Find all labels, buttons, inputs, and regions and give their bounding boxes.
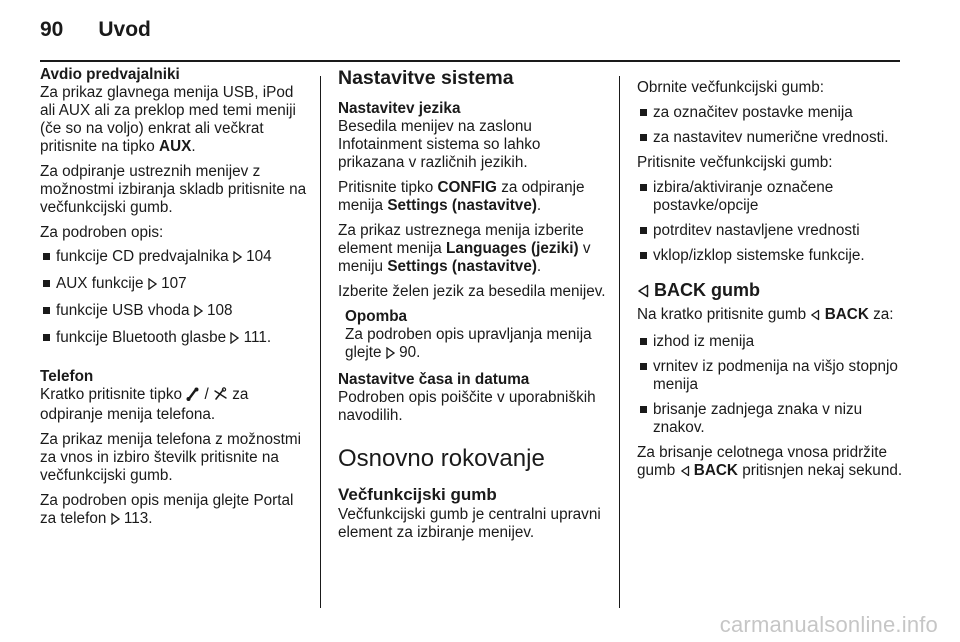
- paragraph: Na kratko pritisnite gumb BACK za:: [637, 306, 909, 326]
- key-config: CONFIG: [437, 179, 497, 196]
- heading-back-button: BACK gumb: [637, 279, 909, 303]
- paragraph: Kratko pritisnite tipko / za odpiranje menija telefona.: [40, 386, 249, 423]
- bullet-list: [637, 104, 909, 147]
- heading-system-settings: Nastavitve sistema: [338, 67, 514, 89]
- key-back: BACK: [824, 306, 869, 323]
- column-divider-2: [619, 76, 620, 608]
- header-rule: [40, 60, 900, 62]
- list-item: vrnitev iz podmenija na višjo stopnjo menija: [637, 358, 909, 394]
- list-item: funkcije CD predvajalnika 104: [40, 248, 312, 268]
- page-reference-icon: [233, 250, 242, 268]
- phone-hangup-icon: [213, 387, 228, 406]
- paragraph: Obrnite večfunkcijski gumb:: [637, 79, 825, 96]
- section-title-audio-players: Avdio predvajalniki: [40, 66, 180, 83]
- paragraph: Besedila menijev na zaslonu Infotainment sistema so lahko prikazana v različnih jezikih.: [338, 118, 541, 171]
- key-back: BACK: [693, 462, 738, 479]
- page-reference-icon: [148, 277, 157, 295]
- menu-settings: Settings (nastavitve): [387, 258, 537, 275]
- column-1: [40, 66, 312, 537]
- list-item: potrditev nastavljene vrednosti: [637, 222, 909, 240]
- page-header: [40, 18, 151, 48]
- key-aux: AUX: [159, 138, 192, 155]
- paragraph: Pritisnite večfunkcijski gumb:: [637, 154, 833, 171]
- page-reference-icon: [230, 331, 239, 349]
- paragraph: Za prikaz menija telefona z možnostmi za vnos in izbiro številk pritisnite na večfunkcijski gumb.: [40, 431, 302, 484]
- list-item: brisanje zadnjega znaka v nizu znakov.: [637, 401, 909, 437]
- list-item: izbira/aktiviranje označene postavke/opcije: [637, 179, 909, 215]
- page-reference-icon: [111, 512, 120, 530]
- page-reference-icon: [194, 304, 203, 322]
- section-title-time-date: Nastavitve časa in datuma: [338, 371, 530, 388]
- list-item: funkcije USB vhoda 108: [40, 302, 312, 322]
- note-box: [338, 308, 610, 364]
- reference-list: [40, 248, 312, 349]
- menu-settings: Settings (nastavitve): [387, 197, 537, 214]
- section-title-language: Nastavitev jezika: [338, 100, 461, 117]
- back-arrow-icon: [810, 308, 820, 326]
- bullet-list: [637, 333, 909, 437]
- list-item: za nastavitev numerične vrednosti.: [637, 129, 909, 147]
- back-arrow-icon: [637, 281, 649, 303]
- list-item: izhod iz menija: [637, 333, 909, 351]
- note-title: Opomba: [345, 308, 408, 325]
- column-3: [637, 66, 909, 489]
- chapter-title: Uvod: [98, 18, 151, 41]
- page-reference-icon: [386, 346, 395, 364]
- paragraph: Za podroben opis:: [40, 224, 164, 241]
- paragraph: Pritisnite tipko CONFIG za odpiranje menija Settings (nastavitve).: [338, 179, 585, 214]
- list-item: funkcije Bluetooth glasbe 111.: [40, 329, 312, 349]
- paragraph: Izberite želen jezik za besedila menijev.: [338, 283, 606, 300]
- list-item: AUX funkcije 107: [40, 275, 312, 295]
- page-number: 90: [40, 18, 64, 41]
- back-arrow-icon: [680, 464, 690, 482]
- heading-basic-operation: Osnovno rokovanje: [338, 445, 545, 472]
- heading-multifunction-knob: Večfunkcijski gumb: [338, 485, 497, 504]
- paragraph: Za podroben opis menija glejte Portal za telefon 113.: [40, 492, 312, 530]
- paragraph: Za brisanje celotnega vnosa pridržite gumb BACK pritisnjen nekaj sekund.: [637, 444, 909, 482]
- phone-answer-icon: [186, 387, 200, 406]
- menu-languages: Languages (jeziki): [445, 240, 579, 257]
- list-item: za označitev postavke menija: [637, 104, 909, 122]
- paragraph: Za prikaz glavnega menija USB, iPod ali AUX ali za preklop med temi meniji (če so na voljo) enkrat ali večkrat pritisnite na tipko AUX.: [40, 84, 296, 155]
- watermark: carmanualsonline.info: [719, 612, 938, 637]
- list-item: vklop/izklop sistemske funkcije.: [637, 247, 909, 265]
- section-title-phone: Telefon: [40, 368, 94, 385]
- column-2: [338, 66, 610, 549]
- paragraph: Za prikaz ustreznega menija izberite element menija Languages (jeziki) v meniju Settings (nastavitve).: [338, 222, 591, 275]
- paragraph: Za odpiranje ustreznih menijev z možnostmi izbiranja skladb pritisnite na večfunkcijski gumb.: [40, 163, 307, 216]
- paragraph: Podroben opis poiščite v uporabniških navodilih.: [338, 389, 596, 424]
- column-divider-1: [320, 76, 321, 608]
- note-text: Za podroben opis upravljanja menija glejte 90.: [345, 326, 610, 364]
- bullet-list: [637, 179, 909, 265]
- paragraph: Večfunkcijski gumb je centralni upravni element za izbiranje menijev.: [338, 506, 601, 541]
